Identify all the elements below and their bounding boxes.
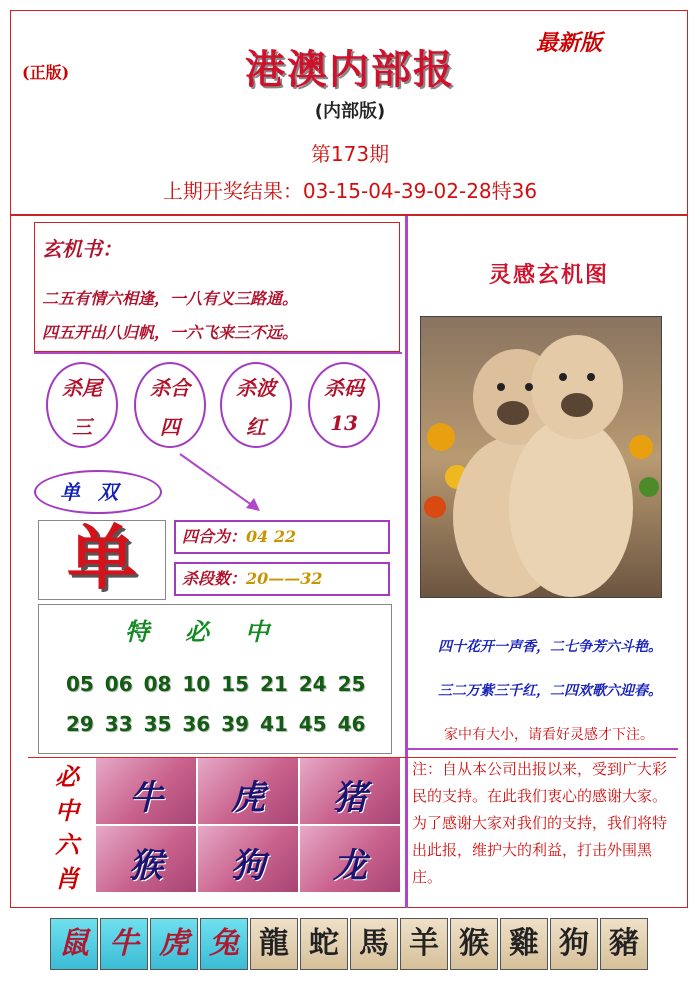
pick-value: 13	[330, 411, 358, 435]
notice-text: 注：自从本公司出报以来，受到广大彩民的支持。在此我们衷心的感谢大家。为了感谢大家对我们的支持，我们将特出此报，维护大的利益，打击外围黑庄。	[412, 760, 668, 886]
odd-even-oval: 单双	[34, 470, 162, 514]
xuanji-line-2: 四五开出八归帆，一六飞来三不远。	[42, 323, 299, 342]
pick-oval	[220, 362, 292, 448]
pick-key: 杀波	[236, 376, 276, 400]
shaduan-label: 杀段数：	[182, 569, 247, 588]
big-char: 单	[67, 516, 137, 599]
badge-genuine: (正版)	[22, 63, 70, 82]
zodiac-tile	[300, 826, 400, 892]
pick-key: 杀合	[150, 376, 190, 400]
notice-divider	[408, 748, 678, 750]
zodiac-tile-label: 猪	[333, 778, 367, 818]
zodiac-tile-label: 龙	[333, 846, 367, 886]
pick-value: 红	[246, 415, 266, 439]
zodiac-cell: 虎	[150, 918, 198, 970]
page-title: 港澳内部报	[245, 46, 455, 93]
inspiration-title: 灵感玄机图	[488, 262, 609, 288]
issue-number: 第173期	[310, 142, 390, 166]
pick-key: 杀尾	[62, 376, 102, 400]
sihe-box	[174, 520, 390, 554]
zodiac-tile	[198, 758, 298, 824]
header-divider	[10, 214, 688, 216]
numbers-row-1: 05 06 08 10 15 21 24 25	[66, 672, 366, 696]
shaduan-value: 20——32	[246, 569, 323, 588]
zodiac-tile-label: 牛	[129, 778, 163, 818]
last-result: 上期开奖结果：03-15-04-39-02-28特36	[162, 179, 538, 203]
subtitle: (内部版)	[314, 101, 386, 122]
pick-oval	[308, 362, 380, 448]
sihe-label: 四合为：	[182, 527, 247, 546]
column-divider	[405, 216, 408, 908]
shaduan-box	[174, 562, 390, 596]
sihe-value: 04 22	[246, 527, 297, 546]
pick-oval	[46, 362, 118, 448]
pick-value: 四	[160, 415, 180, 439]
zodiac-cell: 羊	[400, 918, 448, 970]
inspiration-note: 家中有大小，请看好灵感才下注。	[444, 727, 654, 743]
zodiac-tile-label: 猴	[129, 846, 163, 886]
zodiac-cell: 鼠	[50, 918, 98, 970]
zodiac-cell: 龍	[250, 918, 298, 970]
pick-value: 三	[72, 415, 92, 439]
special-numbers-title: 特必中	[125, 617, 305, 646]
zodiac-tile-label: 虎	[231, 778, 265, 818]
zodiac-cell: 猴	[450, 918, 498, 970]
zodiac-bar	[50, 918, 650, 970]
inspiration-poem-2: 三二万紫三千红，二四欢歌六迎春。	[438, 683, 662, 699]
inspiration-poem-1: 四十花开一声香，二七争芳六斗艳。	[438, 639, 662, 655]
xuanji-divider	[34, 352, 402, 354]
xuanji-line-1: 二五有情六相逢，一八有义三路通。	[42, 289, 299, 308]
zodiac-tile	[96, 826, 196, 892]
zodiac-tile	[300, 758, 400, 824]
pick-key: 杀码	[324, 376, 364, 400]
zodiac-cell: 蛇	[300, 918, 348, 970]
zodiac-cell: 豬	[600, 918, 648, 970]
badge-latest: 最新版	[536, 30, 603, 56]
numbers-row-2: 29 33 35 36 39 41 45 46	[66, 712, 366, 736]
zodiac-cell: 兔	[200, 918, 248, 970]
zodiac-cell: 雞	[500, 918, 548, 970]
arrow-icon	[170, 448, 270, 518]
zodiac-cell: 狗	[550, 918, 598, 970]
zodiac-grid	[96, 758, 400, 894]
zodiac-tile	[198, 826, 298, 892]
inspiration-image	[420, 316, 662, 598]
xuanji-heading: 玄机书：	[42, 237, 122, 261]
zodiac-tile	[96, 758, 196, 824]
zodiac-side-label: 必 中 六 肖	[55, 762, 79, 893]
pick-oval	[134, 362, 206, 448]
zodiac-tile-label: 狗	[231, 846, 265, 886]
zodiac-cell: 牛	[100, 918, 148, 970]
zodiac-cell: 馬	[350, 918, 398, 970]
